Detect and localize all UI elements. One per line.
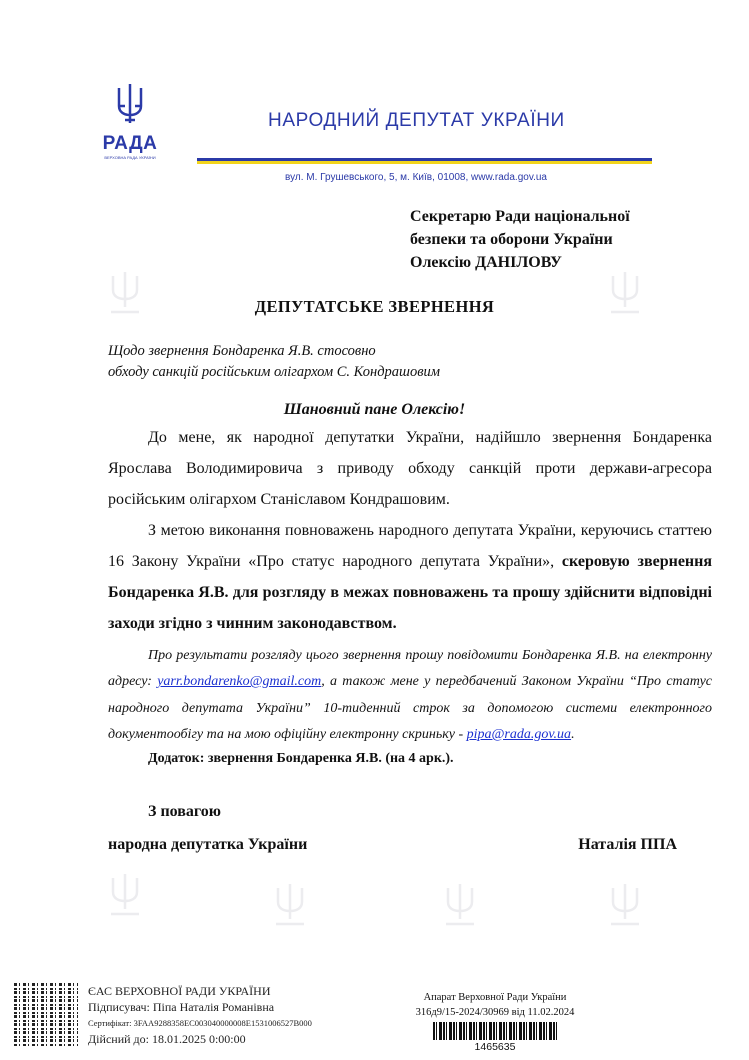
e-signature-stamp: ЄАС ВЕРХОВНОЇ РАДИ УКРАЇНИ Підписувач: Піпа Наталія Романівна Сертифікат: 3FAA9288358EC003040000008E1531006527B000 Дійсний до: 18.01.2025 0:00:00 xyxy=(88,984,312,1046)
closing-regards: З повагою xyxy=(148,803,221,821)
registration-stamp: Апарат Верховної Ради України 316д9/15-2024/30969 від 11.02.2024 1465635 xyxy=(415,992,575,1053)
signer-name: Наталія ППА xyxy=(578,836,677,854)
greeting: Шановний пане Олексію! xyxy=(283,401,466,418)
attachment-note: Додаток: звернення Бондаренка Я.В. (на 4 арк.). xyxy=(148,751,454,767)
document-heading: ДЕПУТАТСЬКЕ ЗВЕРНЕННЯ xyxy=(254,297,495,316)
signature-row xyxy=(108,833,712,857)
body-paragraph-2: З метою виконання повноважень народного депутата України, керуючись статтею 16 Закону України «Про статус народного депутата України», скеровую звернення Бондаренка Я.В. для розгляду в межах повноважень та прошу здійснити відповідні заходи згідно з чинним законодавством. xyxy=(108,522,713,632)
barcode xyxy=(433,1022,558,1040)
letterhead-title: НАРОДНИЙ ДЕПУТАТ УКРАЇНИ xyxy=(268,110,565,131)
email-link-pipa[interactable]: pipa@rada.gov.ua xyxy=(466,726,572,742)
watermark-trident-icon xyxy=(105,870,145,920)
body-paragraph-3: Про результати розгляду цього звернення прошу повідомити Бондаренка Я.В. на електронну адресу: yarr.bondarenko@gmail.com, а також мене у передбачений Законом України “Про статус народного депутата України” 10-тиденний строк за допомогою системи електронного документообігу та на мою офіційну електронну скриньку - pipa@rada.gov.ua. xyxy=(108,648,712,742)
qr-code xyxy=(14,982,78,1046)
subject: Щодо звернення Бондаренка Я.В. стосовно обходу санкцій російським олігархом С. Кондрашовим xyxy=(108,343,441,380)
rada-logo: РАДА ВЕРХОВНА РАДА УКРАЇНИ xyxy=(100,82,160,160)
watermark-trident-icon xyxy=(605,880,645,930)
letter-body xyxy=(108,398,712,857)
trident-icon xyxy=(115,82,145,126)
watermark-trident-icon xyxy=(440,880,480,930)
flag-stripe xyxy=(197,158,652,164)
letterhead-address: вул. М. Грушевського, 5, м. Київ, 01008, www.rada.gov.ua xyxy=(285,172,547,183)
watermark-trident-icon xyxy=(270,880,310,930)
signer-position: народна депутатка України xyxy=(108,836,308,854)
addressee: Секретарю Ради національної безпеки та оборони України Олексію ДАНІЛОВУ xyxy=(410,208,630,271)
email-link-bondarenko[interactable]: yarr.bondarenko@gmail.com xyxy=(157,674,322,690)
body-paragraph-1: До мене, як народної депутатки України, надійшло звернення Бондаренка Ярослава Володимировича з приводу обходу санкцій проти держави-агресора російським олігархом Станіславом Кондрашовим. xyxy=(108,429,712,508)
